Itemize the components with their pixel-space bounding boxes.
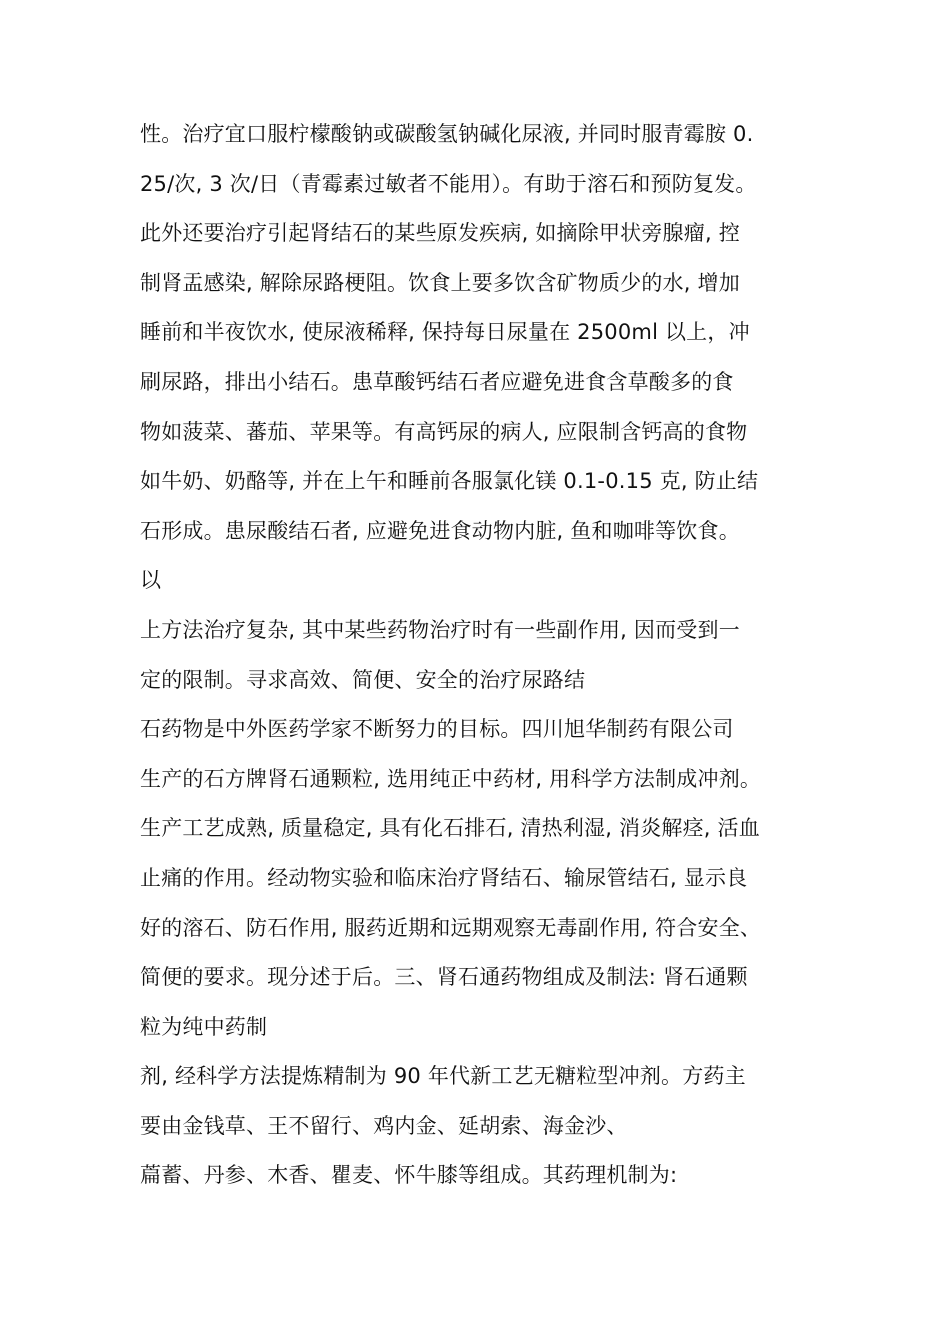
text-line: 生产工艺成熟, 质量稳定, 具有化石排石, 清热利湿, 消炎解痉, 活血 [140, 816, 760, 841]
text-line: 石药物是中外医药学家不断努力的目标。四川旭华制药有限公司 [140, 717, 734, 742]
text-line: 止痛的作用。经动物实验和临床治疗肾结石、输尿管结石, 显示良 [140, 865, 748, 890]
text-line: 睡前和半夜饮水, 使尿液稀释, 保持每日尿量在 2500ml 以上，冲 [140, 320, 750, 345]
text-line: 简便的要求。现分述于后。三、肾石通药物组成及制法: 肾石通颗 [140, 965, 748, 990]
text-line: 定的限制。寻求高效、简便、安全的治疗尿路结 [140, 667, 586, 692]
text-line: 此外还要治疗引起肾结石的某些原发疾病, 如摘除甲状旁腺瘤, 控 [140, 221, 740, 246]
text-line: 刷尿路，排出小结石。患草酸钙结石者应避免进食含草酸多的食 [140, 369, 734, 394]
text-line: 萹蓄、丹参、木香、瞿麦、怀牛膝等组成。其药理机制为: [140, 1163, 678, 1188]
text-line: 要由金钱草、王不留行、鸡内金、延胡索、海金沙、 [140, 1113, 628, 1138]
text-line: 性。治疗宜口服柠檬酸钠或碳酸氢钠碱化尿液, 并同时服青霉胺 0. [140, 122, 754, 146]
text-line: 物如菠菜、蕃茄、苹果等。有高钙尿的病人, 应限制含钙高的食物 [140, 419, 748, 444]
text-line: 生产的石方牌肾石通颗粒, 选用纯正中药材, 用科学方法制成冲剂。 [140, 766, 762, 791]
text-line: 好的溶石、防石作用, 服药近期和远期观察无毒副作用, 符合安全、 [140, 915, 762, 940]
text-line: 粒为纯中药制 [140, 1014, 268, 1039]
text-line: 25/次, 3 次/日（青霉素过敏者不能用）。有助于溶石和预防复发。 [140, 171, 757, 196]
text-line: 如牛奶、奶酪等, 并在上午和睡前各服氯化镁 0.1-0.15 克, 防止结 [140, 469, 759, 494]
body-text [140, 110, 840, 1201]
text-line: 以 [140, 568, 162, 593]
text-line: 上方法治疗复杂, 其中某些药物治疗时有一些副作用, 因而受到一 [140, 617, 740, 642]
text-line: 制肾盂感染, 解除尿路梗阻。饮食上要多饮含矿物质少的水, 增加 [140, 270, 740, 295]
text-line: 石形成。患尿酸结石者, 应避免进食动物内脏, 鱼和咖啡等饮食。 [140, 518, 740, 543]
text-line: 剂, 经科学方法提炼精制为 90 年代新工艺无糖粒型冲剂。方药主 [140, 1064, 746, 1089]
